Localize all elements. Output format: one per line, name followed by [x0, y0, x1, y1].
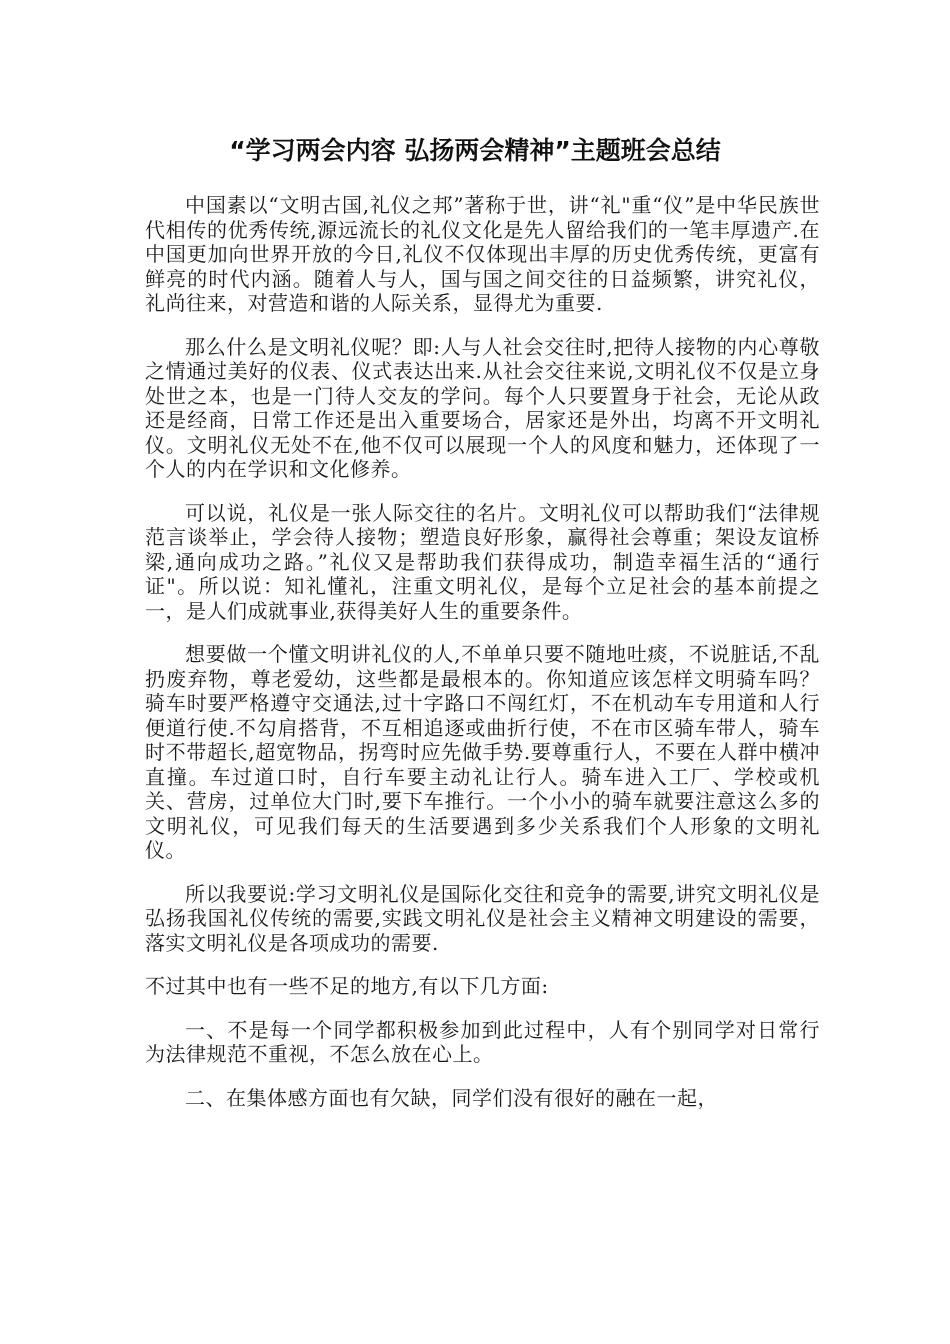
document-title: “学习两会内容 弘扬两会精神”主题班会总结 [229, 136, 721, 165]
document-body [145, 193, 820, 1129]
paragraph-shortcoming-1: 一、不是每一个同学都积极参加到此过程中，人有个别同学对日常行为法律规范不重视，不怎么放在心上。 [145, 1017, 820, 1066]
paragraph-intro: 中国素以“文明古国,礼仪之邦”著称于世，讲“礼"重“仪”是中华民族世代相传的优秀传统,源远流长的礼仪文化是先人留给我们的一笔丰厚遗产.在中国更加向世界开放的今日,礼仪不仅体现出丰厚的历史优秀传统，更富有鲜亮的时代内涵。随着人与人，国与国之间交往的日益频繁，讲究礼仪，礼尚往来，对营造和谐的人际关系，显得尤为重要. [145, 193, 820, 315]
paragraph-business-card: 可以说，礼仪是一张人际交往的名片。文明礼仪可以帮助我们“法律规范言谈举止，学会待人接物；塑造良好形象，赢得社会尊重；架设友谊桥梁,通向成功之路。”礼仪又是帮助我们获得成功，制造幸福生活的“通行证"。所以说：知礼懂礼，注重文明礼仪，是每个立足社会的基本前提之一，是人们成就事业,获得美好人生的重要条件。 [145, 500, 820, 623]
paragraph-shortcomings-intro: 不过其中也有一些不足的地方,有以下几方面: [145, 974, 549, 998]
paragraph-cycling-etiquette: 想要做一个懂文明讲礼仪的人,不单单只要不随地吐痰，不说脏话,不乱扔废弃物，尊老爱幼，这些都是最根本的。你知道应该怎样文明骑车吗？骑车时要严格遵守交通法,过十字路口不闯红灯，不在机动车专用道和人行便道行使.不勾肩搭背，不互相追逐或曲折行使，不在市区骑车带人，骑车时不带超长,超宽物品，拐弯时应先做手势.要尊重行人，不要在人群中横冲直撞。车过道口时，自行车要主动礼让行人。骑车进入工厂、学校或机关、营房，过单位大门时,要下车推行。一个小小的骑车就要注意这么多的文明礼仪，可见我们每天的生活要遇到多少关系我们个人形象的文明礼仪。 [145, 642, 820, 862]
paragraph-conclusion: 所以我要说:学习文明礼仪是国际化交往和竞争的需要,讲究文明礼仪是弘扬我国礼仪传统的需要,实践文明礼仪是社会主义精神文明建设的需要，落实文明礼仪是各项成功的需要. [145, 881, 820, 955]
paragraph-shortcoming-2: 二、在集体感方面也有欠缺，同学们没有很好的融在一起， [185, 1085, 718, 1110]
paragraph-definition: 那么什么是文明礼仪呢？即:人与人社会交往时,把待人接物的内心尊敬之情通过美好的仪表、仪式表达出来.从社会交往来说,文明礼仪不仅是立身处世之本，也是一门待人交友的学问。每个人只要置身于社会，无论从政还是经商，日常工作还是出入重要场合，居家还是外出，均离不开文明礼仪。文明礼仪无处不在,他不仅可以展现一个人的风度和魅力，还体现了一个人的内在学识和文化修养。 [145, 334, 820, 481]
